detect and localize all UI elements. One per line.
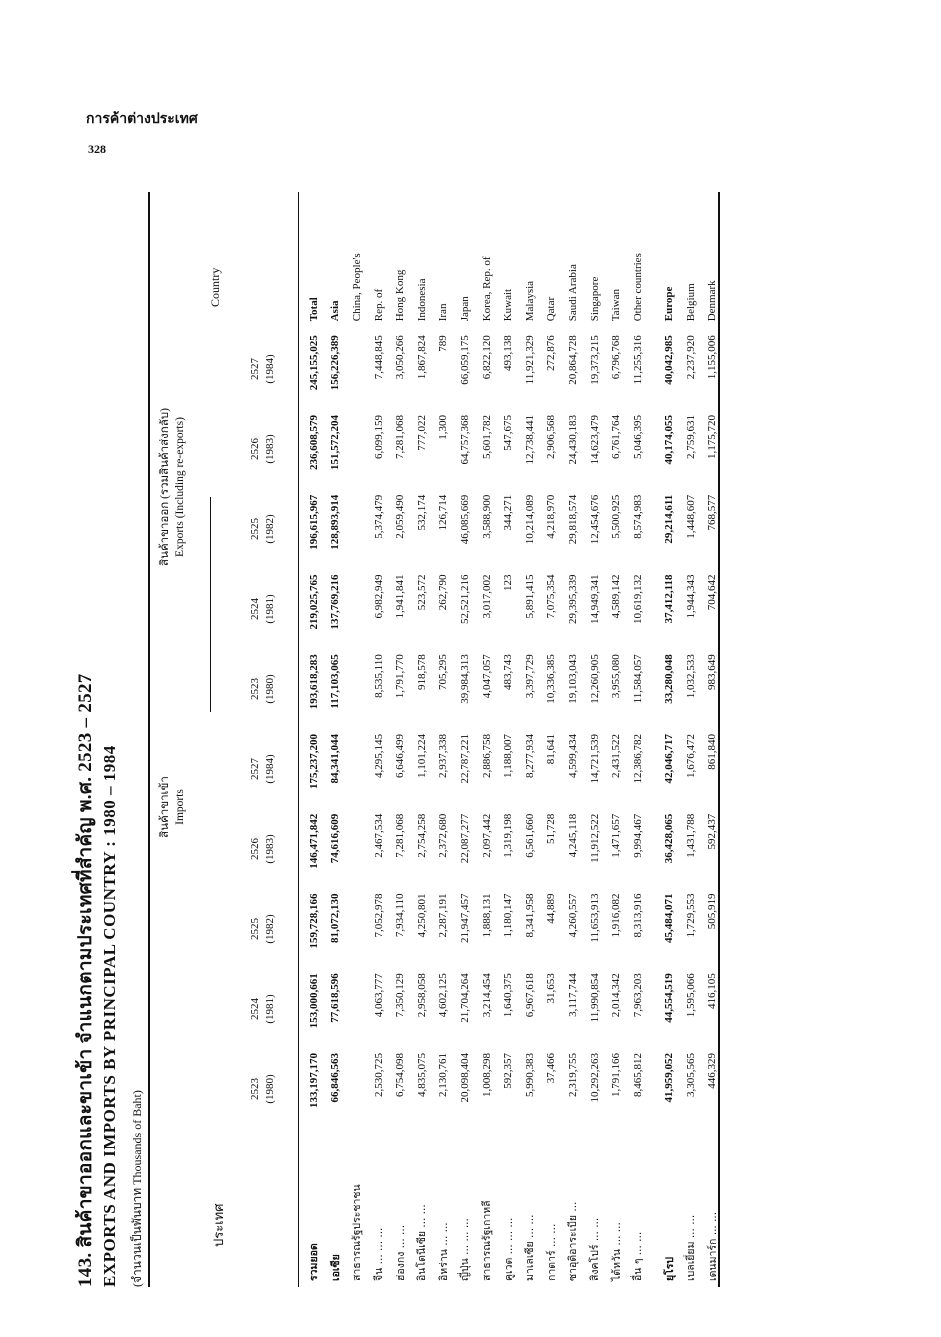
year-ad: (1982) xyxy=(264,914,276,944)
import-value-cell: 8,574,983 xyxy=(631,494,644,539)
import-value-cell: 29,214,611 xyxy=(663,494,676,544)
imports-group-thai: สินค้าขาเข้า xyxy=(159,776,171,838)
export-value-cell: 446,329 xyxy=(706,1053,719,1089)
import-value-cell: 5,500,925 xyxy=(610,494,623,539)
year-be: 2527 xyxy=(249,358,261,380)
export-value-cell: 6,754,098 xyxy=(394,1053,407,1098)
exports-year-header xyxy=(248,1052,278,1126)
exports-group-thai: สินค้าขาออก (รวมสินค้าส่งกลับ) xyxy=(159,408,171,566)
import-value-cell: 7,448,845 xyxy=(372,335,385,380)
header-rule xyxy=(298,192,299,1287)
page-number: 328 xyxy=(88,142,106,156)
export-value-cell: 45,484,071 xyxy=(663,893,676,944)
country-name-thai: เดนมาร์ก ... ... xyxy=(706,1211,719,1281)
country-name-thai: ไต้หวัน ... ... xyxy=(610,1222,623,1281)
year-ad: (1980) xyxy=(264,674,276,704)
import-value-cell: 10,619,132 xyxy=(631,574,644,625)
country-name-english: Qatar xyxy=(545,296,558,322)
import-value-cell: 7,281,068 xyxy=(394,415,407,460)
export-value-cell: 20,098,404 xyxy=(458,1053,471,1103)
country-name-english: Belgium xyxy=(684,283,697,322)
import-value-cell: 493,138 xyxy=(502,335,515,372)
import-value-cell: 33,280,048 xyxy=(663,654,676,704)
country-name-thai: อื่น ๆ ... ... xyxy=(632,1231,645,1281)
export-value-cell: 81,072,130 xyxy=(329,893,342,944)
import-value-cell: 983,649 xyxy=(706,654,719,691)
import-value-cell: 11,921,329 xyxy=(523,335,536,385)
export-value-cell: 84,341,044 xyxy=(329,734,342,784)
import-value-cell: 4,047,057 xyxy=(480,654,493,699)
rotated-table-page xyxy=(75,192,876,1287)
export-value-cell: 7,934,110 xyxy=(394,893,407,938)
country-name-thai: กาตาร์ ... ... xyxy=(545,1223,558,1281)
import-value-cell xyxy=(346,329,368,409)
table-row xyxy=(519,192,541,1287)
country-name-thai: รวมยอด xyxy=(308,1243,321,1281)
export-value-cell: 7,052,978 xyxy=(372,893,385,938)
country-name-thai: สาธารณรัฐประชาชน xyxy=(351,1184,364,1281)
country-name-thai: ญี่ปุ่น ... ... ... xyxy=(459,1218,472,1281)
import-value-cell: 3,955,080 xyxy=(610,654,623,699)
import-value-cell: 6,796,768 xyxy=(610,335,623,380)
year-ad: (1983) xyxy=(264,834,276,864)
import-value-cell: 768,577 xyxy=(706,494,719,531)
import-value-cell: 156,226,389 xyxy=(329,335,342,391)
table-row xyxy=(497,192,519,1287)
exports-year-header xyxy=(248,972,278,1046)
import-value-cell: 344,271 xyxy=(502,494,515,531)
year-ad: (1982) xyxy=(264,514,276,544)
country-name-english: Korea, Rep. of xyxy=(480,256,493,322)
export-value-cell: 2,886,758 xyxy=(480,734,493,779)
table-row xyxy=(680,192,702,1287)
export-value-cell: 11,990,854 xyxy=(588,973,601,1023)
table-row xyxy=(303,192,325,1287)
export-value-cell: 7,963,203 xyxy=(631,973,644,1018)
export-value-cell: 2,097,442 xyxy=(480,813,493,858)
country-name-thai: สาธารณรัฐเกาหลี xyxy=(481,1200,494,1281)
export-value-cell: 2,014,342 xyxy=(610,973,623,1018)
table-row xyxy=(454,192,476,1287)
import-value-cell: 14,623,479 xyxy=(588,415,601,465)
export-value-cell: 5,990,383 xyxy=(523,1053,536,1098)
import-value-cell: 2,759,631 xyxy=(684,415,697,460)
country-name-english: China, People's xyxy=(350,253,363,322)
export-value-cell: 1,888,131 xyxy=(480,893,493,938)
country-name-thai: เอเซีย xyxy=(329,1254,342,1281)
exports-year-header xyxy=(248,732,278,806)
import-value-cell: 29,395,339 xyxy=(566,574,579,625)
export-value-cell xyxy=(346,808,368,888)
import-value-cell: 1,448,607 xyxy=(684,494,697,539)
import-value-cell: 704,642 xyxy=(706,574,719,611)
export-value-cell: 2,431,522 xyxy=(610,734,623,779)
import-value-cell xyxy=(346,569,368,649)
export-value-cell: 133,197,170 xyxy=(307,1053,320,1109)
top-rule xyxy=(148,192,150,1287)
export-value-cell: 1,640,375 xyxy=(502,973,515,1018)
import-value-cell: 10,336,385 xyxy=(545,654,558,704)
table-row xyxy=(433,192,455,1287)
import-value-cell: 5,891,415 xyxy=(523,574,536,619)
table-row xyxy=(562,192,584,1287)
import-value-cell: 483,743 xyxy=(502,654,515,691)
export-value-cell: 77,618,596 xyxy=(329,973,342,1023)
import-value-cell: 10,214,089 xyxy=(523,494,536,545)
export-value-cell: 6,646,499 xyxy=(394,734,407,779)
import-value-cell: 7,075,354 xyxy=(545,574,558,619)
imports-year-header xyxy=(248,492,278,566)
export-value-cell: 22,787,221 xyxy=(458,734,471,784)
export-value-cell: 1,791,166 xyxy=(610,1053,623,1098)
import-value-cell: 1,791,770 xyxy=(394,654,407,699)
imports-year-header xyxy=(248,572,278,646)
export-value-cell: 6,967,618 xyxy=(523,973,536,1018)
export-value-cell: 14,721,539 xyxy=(588,734,601,784)
import-value-cell: 272,876 xyxy=(545,335,558,372)
export-value-cell xyxy=(346,888,368,968)
year-be: 2526 xyxy=(249,438,261,460)
import-value-cell xyxy=(346,648,368,728)
export-value-cell: 505,919 xyxy=(706,893,719,930)
import-value-cell: 196,615,967 xyxy=(307,494,320,550)
import-value-cell: 2,059,490 xyxy=(394,494,407,539)
year-ad: (1984) xyxy=(264,754,276,784)
country-header-english: Country xyxy=(208,267,222,307)
country-name-thai: สิงคโปร์ ... ... xyxy=(589,1217,602,1281)
export-value-cell: 4,063,777 xyxy=(372,973,385,1018)
import-value-cell: 37,412,118 xyxy=(663,574,676,624)
import-value-cell: 39,984,313 xyxy=(458,654,471,704)
table-row xyxy=(368,192,390,1287)
export-value-cell: 8,313,916 xyxy=(631,893,644,938)
export-value-cell: 44,889 xyxy=(545,893,558,924)
year-ad: (1984) xyxy=(264,354,276,384)
exports-group-english: Exports (Including re-exports) xyxy=(174,417,186,557)
export-value-cell: 1,188,007 xyxy=(502,734,515,779)
import-value-cell: 6,099,159 xyxy=(372,415,385,460)
country-name-thai: คูเวต ... ... ... xyxy=(502,1217,515,1281)
country-name-thai: อิหร่าน ... ... xyxy=(437,1222,450,1281)
export-value-cell: 41,959,052 xyxy=(663,1053,676,1103)
import-value-cell: 1,175,720 xyxy=(706,415,719,460)
exports-year-header xyxy=(248,812,278,886)
export-value-cell: 3,214,454 xyxy=(480,973,493,1018)
country-name-thai: จีน ... ... ... xyxy=(373,1227,386,1281)
export-value-cell: 44,554,519 xyxy=(663,973,676,1023)
export-value-cell: 3,117,744 xyxy=(566,973,579,1017)
export-value-cell: 1,916,082 xyxy=(610,893,623,938)
export-value-cell: 31,653 xyxy=(545,973,558,1004)
country-name-english: Other countries xyxy=(631,253,644,322)
export-value-cell: 21,704,264 xyxy=(458,973,471,1023)
spacer-row xyxy=(649,192,659,1287)
import-value-cell: 19,103,043 xyxy=(566,654,579,704)
import-value-cell: 52,521,216 xyxy=(458,574,471,625)
export-value-cell: 7,350,129 xyxy=(394,973,407,1018)
export-value-cell: 592,437 xyxy=(706,813,719,850)
export-value-cell: 8,277,934 xyxy=(523,734,536,779)
import-value-cell: 128,893,914 xyxy=(329,494,342,550)
export-value-cell xyxy=(346,728,368,808)
export-value-cell: 10,292,263 xyxy=(588,1053,601,1103)
country-name-english: Japan xyxy=(458,296,471,322)
table-title-thai: 143. สินค้าขาออกและขาเข้า จำแนกตามประเทศที่สำคัญ พ.ศ. 2523 – 2527 xyxy=(75,673,96,1287)
export-value-cell: 1,008,298 xyxy=(480,1053,493,1098)
export-value-cell: 2,372,680 xyxy=(437,813,450,858)
country-name-thai: ฮ่องกง ... ... xyxy=(394,1224,407,1281)
export-value-cell: 1,319,198 xyxy=(502,813,515,858)
export-value-cell: 11,653,913 xyxy=(588,893,601,943)
export-value-cell: 159,728,166 xyxy=(307,893,320,949)
export-value-cell: 2,287,191 xyxy=(437,893,450,938)
export-value-cell: 2,530,725 xyxy=(372,1053,385,1098)
import-value-cell: 11,584,057 xyxy=(631,654,644,704)
import-value-cell: 46,085,669 xyxy=(458,494,471,545)
country-name-thai: อินโดนีเซีย ... ... xyxy=(416,1204,429,1281)
import-value-cell: 1,867,824 xyxy=(415,335,428,380)
import-value-cell: 3,588,900 xyxy=(480,494,493,539)
year-ad: (1983) xyxy=(264,434,276,464)
country-name-english: Iran xyxy=(437,303,450,322)
table-unit: (จำนวนเป็นพันบาท Thousands of Baht) xyxy=(130,1090,144,1287)
export-value-cell: 153,000,661 xyxy=(307,973,320,1029)
import-value-cell: 1,032,533 xyxy=(684,654,697,699)
import-value-cell: 20,864,728 xyxy=(566,335,579,385)
export-value-cell xyxy=(346,967,368,1047)
import-value-cell: 3,050,266 xyxy=(394,335,407,380)
export-value-cell: 4,602,125 xyxy=(437,973,450,1018)
export-value-cell: 74,616,609 xyxy=(329,813,342,864)
import-value-cell: 3,397,729 xyxy=(523,654,536,699)
import-value-cell: 245,155,025 xyxy=(307,335,320,391)
table-row xyxy=(389,192,411,1287)
table-row xyxy=(659,192,681,1287)
country-name-english: Europe xyxy=(663,286,676,322)
import-value-cell: 2,906,568 xyxy=(545,415,558,460)
import-value-cell: 5,046,395 xyxy=(631,415,644,460)
import-value-cell: 6,822,120 xyxy=(480,335,493,380)
import-value-cell: 6,761,764 xyxy=(610,415,623,460)
import-value-cell: 236,608,579 xyxy=(307,415,320,471)
year-be: 2527 xyxy=(249,758,261,780)
import-value-cell: 6,982,949 xyxy=(372,574,385,619)
import-value-cell: 29,818,574 xyxy=(566,494,579,545)
country-name-thai: ซาอุดิอาระเบีย ... xyxy=(567,1201,580,1281)
year-be: 2526 xyxy=(249,838,261,860)
export-value-cell: 2,754,258 xyxy=(415,813,428,858)
export-value-cell: 1,101,224 xyxy=(415,734,428,779)
table-title-english: EXPORTS AND IMPORTS BY PRINCIPAL COUNTRY : 1980 – 1984 xyxy=(100,745,119,1287)
export-value-cell: 4,599,434 xyxy=(566,734,579,779)
country-name-english: Total xyxy=(307,297,320,322)
export-value-cell: 3,305,565 xyxy=(684,1053,697,1098)
import-value-cell: 12,454,676 xyxy=(588,494,601,545)
table-row xyxy=(346,192,368,1287)
year-be: 2525 xyxy=(249,518,261,540)
import-value-cell: 137,769,216 xyxy=(329,574,342,630)
export-value-cell: 1,676,472 xyxy=(684,734,697,779)
import-value-cell: 1,155,006 xyxy=(706,335,719,380)
import-value-cell: 4,218,970 xyxy=(545,494,558,539)
export-value-cell: 4,295,145 xyxy=(372,734,385,779)
import-value-cell: 40,042,985 xyxy=(663,335,676,385)
import-value-cell: 532,174 xyxy=(415,494,428,531)
import-value-cell: 262,790 xyxy=(437,574,450,611)
export-value-cell: 81,641 xyxy=(545,734,558,765)
table-row xyxy=(476,192,498,1287)
export-value-cell: 4,245,118 xyxy=(566,813,579,858)
import-value-cell: 777,022 xyxy=(415,415,428,451)
year-be: 2525 xyxy=(249,918,261,940)
export-value-cell: 66,846,563 xyxy=(329,1053,342,1103)
import-value-cell: 1,941,841 xyxy=(394,574,407,619)
import-value-cell: 8,535,110 xyxy=(372,654,385,698)
export-value-cell: 1,595,066 xyxy=(684,973,697,1018)
import-value-cell: 126,714 xyxy=(437,494,450,531)
export-value-cell: 12,386,782 xyxy=(631,734,644,784)
country-name-english: Hong Kong xyxy=(394,269,407,322)
import-value-cell: 523,572 xyxy=(415,574,428,611)
export-value-cell: 1,729,553 xyxy=(684,893,697,938)
country-name-english: Kuwait xyxy=(502,288,515,322)
export-value-cell: 861,840 xyxy=(706,734,719,770)
export-value-cell: 2,937,338 xyxy=(437,734,450,779)
export-value-cell: 51,728 xyxy=(545,813,558,845)
export-value-cell: 146,471,842 xyxy=(307,813,320,869)
exports-year-header xyxy=(248,892,278,966)
country-header-thai: ประเทศ xyxy=(211,1203,226,1247)
export-value-cell: 2,958,058 xyxy=(415,973,428,1018)
country-name-english: Rep. of xyxy=(372,288,385,322)
year-ad: (1981) xyxy=(264,994,276,1024)
export-value-cell xyxy=(346,1047,368,1127)
export-value-cell: 2,319,755 xyxy=(566,1053,579,1098)
import-value-cell: 2,237,920 xyxy=(684,335,697,380)
export-value-cell: 36,428,065 xyxy=(663,813,676,864)
country-name-english: Singapore xyxy=(588,276,601,322)
import-value-cell: 12,260,905 xyxy=(588,654,601,704)
import-value-cell: 40,174,055 xyxy=(663,415,676,465)
import-value-cell: 12,738,441 xyxy=(523,415,536,465)
export-value-cell: 2,467,534 xyxy=(372,813,385,858)
import-value-cell: 5,374,479 xyxy=(372,494,385,539)
import-value-cell: 14,949,341 xyxy=(588,574,601,625)
year-ad: (1981) xyxy=(264,594,276,624)
import-value-cell: 19,373,215 xyxy=(588,335,601,385)
export-value-cell: 1,180,147 xyxy=(502,893,515,938)
import-value-cell xyxy=(346,489,368,569)
import-value-cell: 117,103,065 xyxy=(329,654,342,709)
country-name-english: Denmark xyxy=(706,280,719,322)
section-title: การค้าต่างประเทศ xyxy=(86,112,198,127)
export-value-cell: 6,561,660 xyxy=(523,813,536,858)
import-value-cell: 1,300 xyxy=(437,415,450,440)
import-value-cell: 24,430,183 xyxy=(566,415,579,465)
import-value-cell: 5,601,782 xyxy=(480,415,493,460)
country-name-english: Saudi Arabia xyxy=(566,264,579,322)
table-row xyxy=(541,192,563,1287)
export-value-cell: 7,281,068 xyxy=(394,813,407,858)
table-row xyxy=(411,192,433,1287)
imports-year-header xyxy=(248,332,278,406)
import-value-cell: 4,589,142 xyxy=(610,574,623,619)
export-value-cell: 22,087,277 xyxy=(458,813,471,864)
export-value-cell: 4,250,801 xyxy=(415,893,428,938)
table-row xyxy=(325,192,347,1287)
import-value-cell: 547,675 xyxy=(502,415,515,451)
year-be: 2523 xyxy=(249,678,261,700)
export-value-cell: 175,237,200 xyxy=(307,734,320,790)
import-value-cell: 193,618,283 xyxy=(307,654,320,710)
export-value-cell: 8,465,812 xyxy=(631,1053,644,1098)
import-value-cell: 3,017,002 xyxy=(480,574,493,619)
export-value-cell: 42,046,717 xyxy=(663,734,676,784)
export-value-cell: 21,947,457 xyxy=(458,893,471,944)
import-value-cell: 64,757,368 xyxy=(458,415,471,465)
table-row xyxy=(584,192,606,1287)
country-name-english: Taiwan xyxy=(610,289,623,322)
year-be: 2524 xyxy=(249,598,261,620)
country-name-thai: มาเลเซีย ... ... xyxy=(524,1214,537,1281)
exports-group-rule xyxy=(210,497,211,712)
export-value-cell: 1,431,788 xyxy=(684,813,697,858)
export-value-cell: 416,105 xyxy=(706,973,719,1010)
import-value-cell: 918,578 xyxy=(415,654,428,691)
import-value-cell xyxy=(346,409,368,489)
year-ad: (1980) xyxy=(264,1074,276,1104)
export-value-cell: 4,835,075 xyxy=(415,1053,428,1098)
imports-group-english: Imports xyxy=(174,789,186,825)
import-value-cell: 151,572,204 xyxy=(329,415,342,471)
year-be: 2523 xyxy=(249,1078,261,1100)
data-table xyxy=(303,192,723,1287)
country-name-english: Malaysia xyxy=(523,280,536,322)
table-row xyxy=(702,192,724,1287)
import-value-cell: 11,255,316 xyxy=(631,335,644,385)
country-name-thai: ยุโรป xyxy=(663,1256,676,1281)
table-row xyxy=(605,192,627,1287)
imports-year-header xyxy=(248,412,278,486)
export-value-cell: 37,466 xyxy=(545,1053,558,1084)
export-value-cell: 4,260,557 xyxy=(566,893,579,938)
export-value-cell: 11,912,522 xyxy=(588,813,601,863)
import-value-cell: 219,025,765 xyxy=(307,574,320,630)
export-value-cell: 592,357 xyxy=(502,1053,515,1089)
export-value-cell: 2,130,761 xyxy=(437,1053,450,1098)
import-value-cell: 123 xyxy=(502,574,515,592)
import-value-cell: 705,295 xyxy=(437,654,450,691)
import-value-cell: 66,059,175 xyxy=(458,335,471,385)
country-name-english: Indonesia xyxy=(415,278,428,322)
table-row xyxy=(627,192,649,1287)
year-be: 2524 xyxy=(249,998,261,1020)
country-name-english: Asia xyxy=(329,300,342,322)
import-value-cell: 789 xyxy=(437,335,450,352)
imports-year-header xyxy=(248,652,278,726)
export-value-cell: 9,994,467 xyxy=(631,813,644,858)
export-value-cell: 1,471,657 xyxy=(610,813,623,858)
import-value-cell: 1,944,343 xyxy=(684,574,697,619)
country-name-thai: เบลเยี่ยม ... ... xyxy=(685,1214,698,1281)
export-value-cell: 8,341,958 xyxy=(523,893,536,938)
